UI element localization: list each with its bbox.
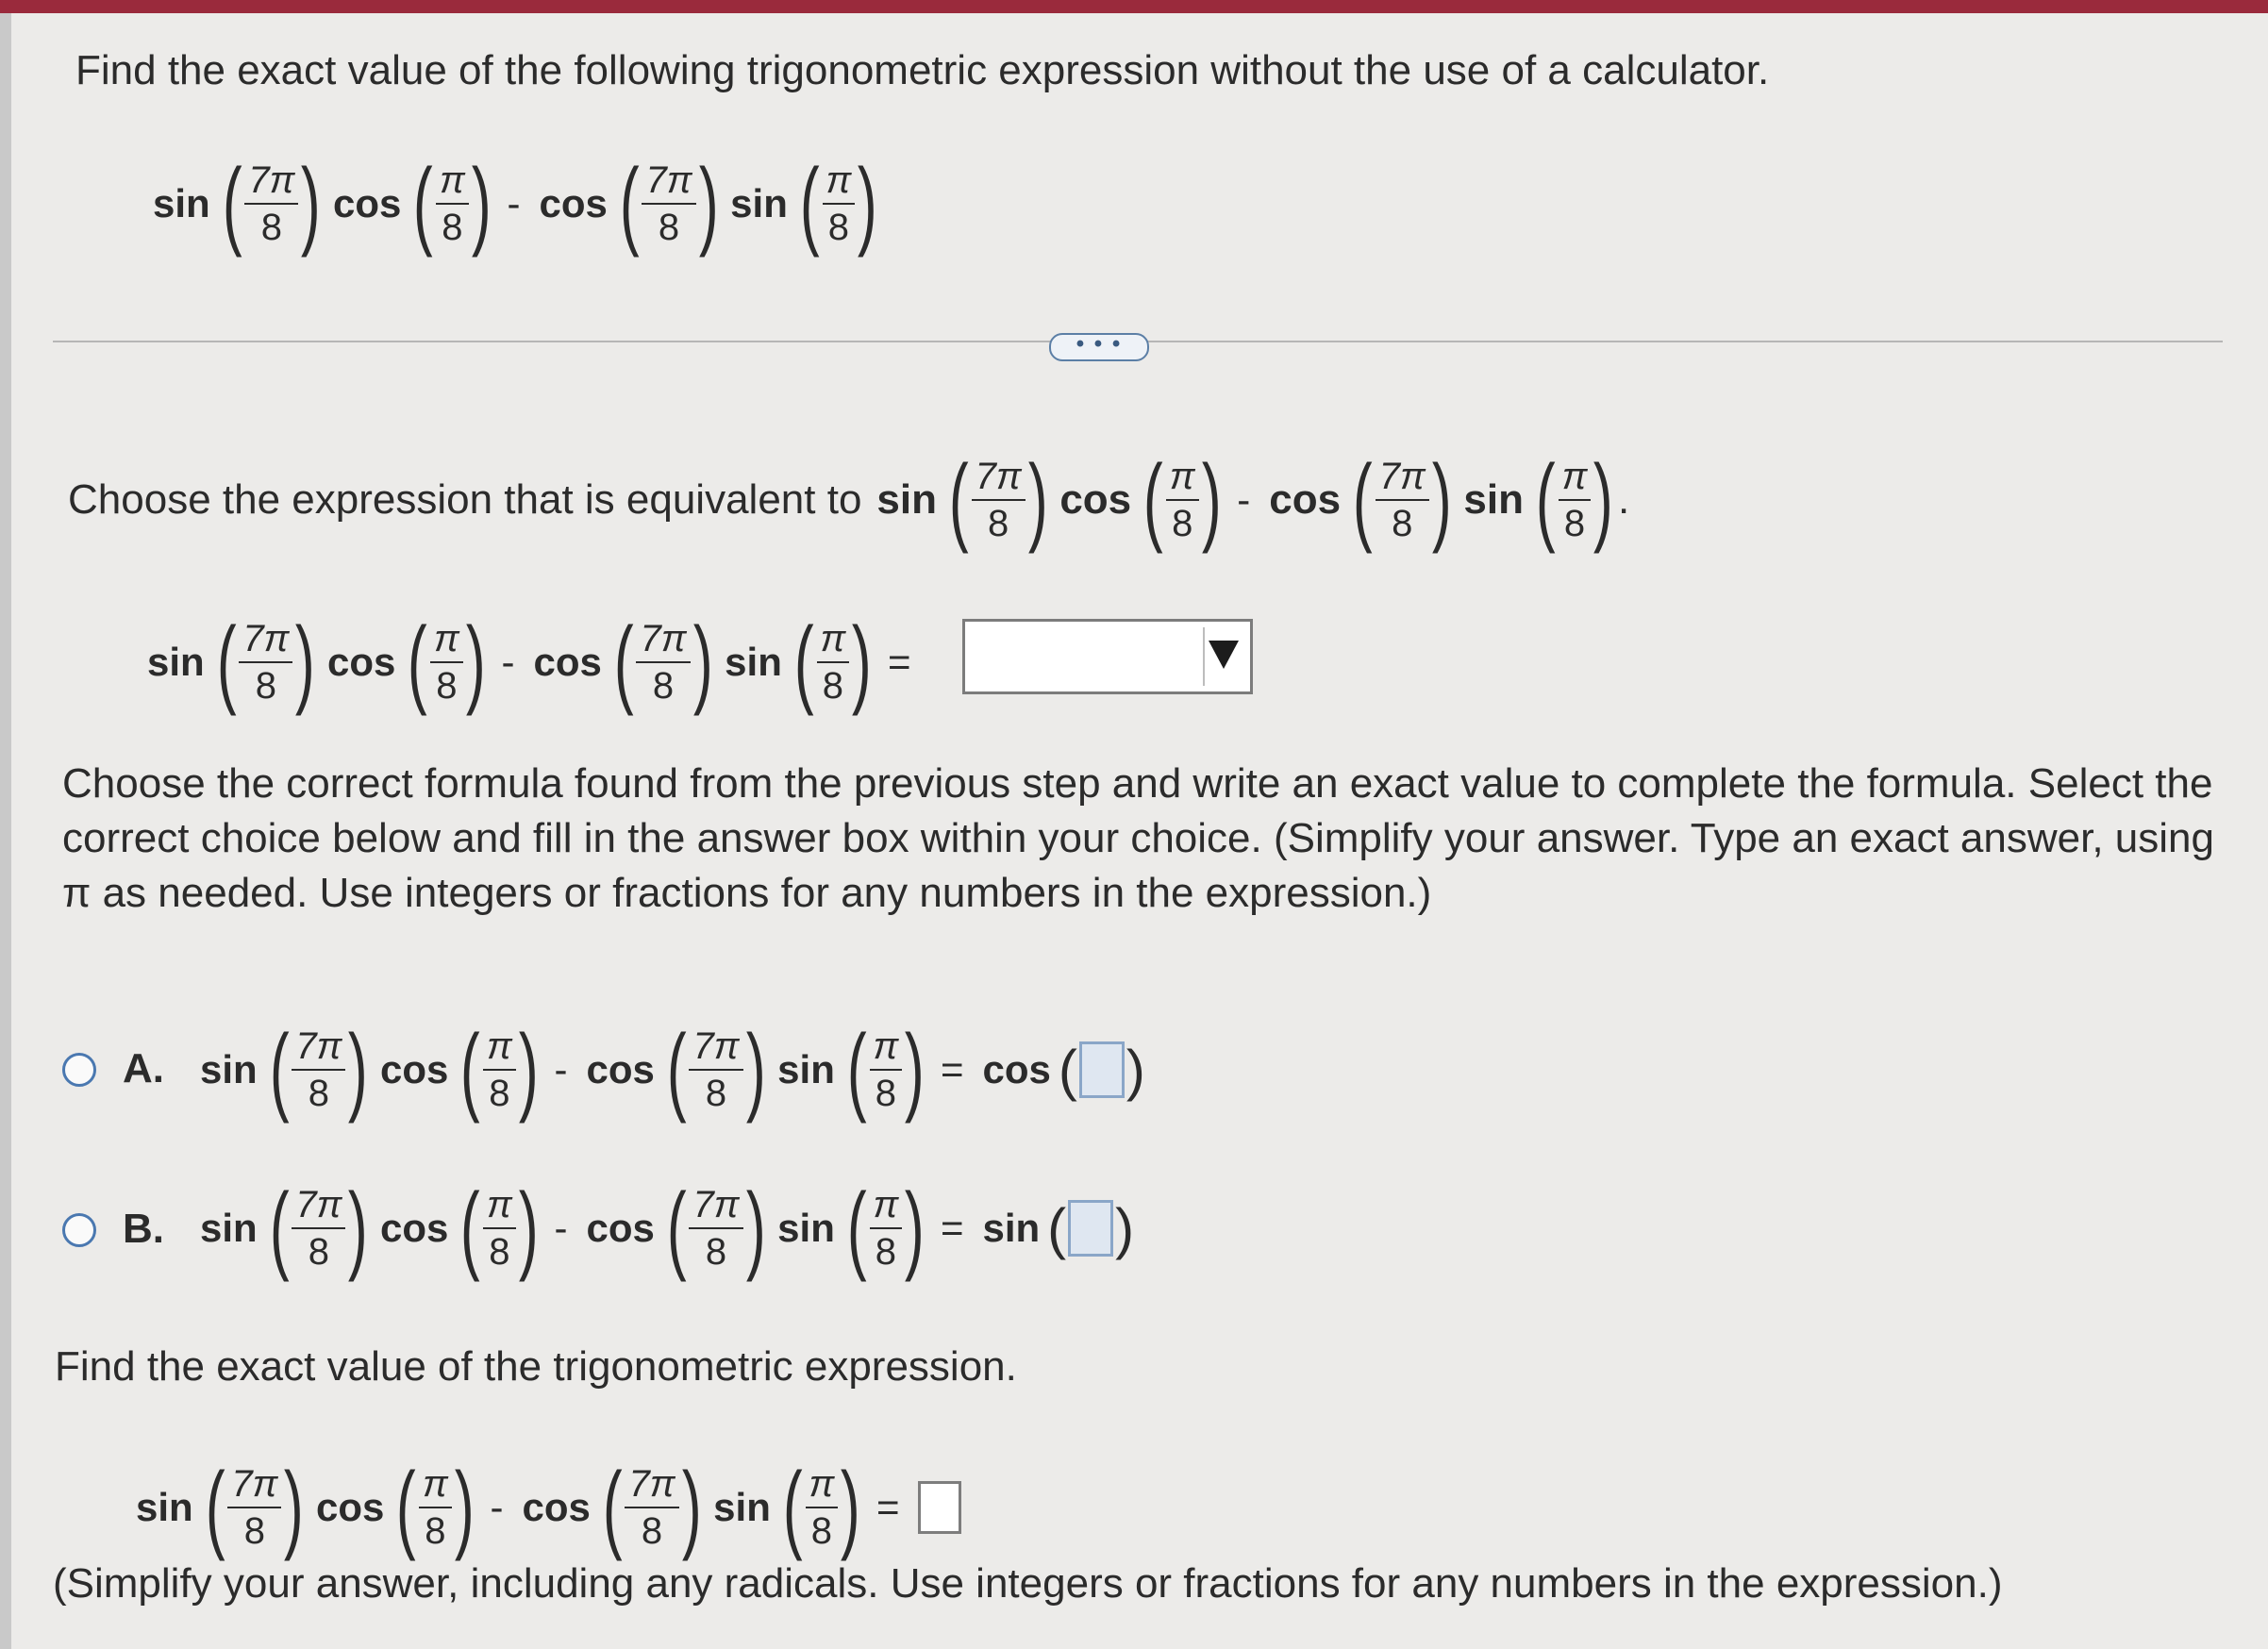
choice-b-answer-box[interactable] [1068, 1200, 1113, 1257]
fn-sin: sin [1463, 476, 1524, 523]
denominator: 8 [827, 207, 850, 248]
fn-sin: sin [777, 1206, 835, 1250]
left-edge [0, 13, 11, 1649]
arg-7pi-8: ( $\frac{7\pi}{8}$ ) [613, 608, 713, 717]
numerator: π [870, 1184, 903, 1229]
choice-a-answer-box[interactable] [1079, 1041, 1125, 1098]
fn-sin: sin [725, 640, 782, 684]
arg-pi-8: ( $\frac{\pi}{8}$ ) [460, 1015, 539, 1124]
fn-sin: sin [713, 1485, 771, 1529]
fn-sin: sin [200, 1047, 258, 1091]
arg-pi-8: ( $\frac{\pi}{8}$ ) [799, 149, 878, 258]
numerator: π [430, 618, 463, 663]
arg-7pi-8: ( $\frac{7\pi}{8}$ ) [269, 1015, 369, 1124]
equals-sign: = [887, 640, 911, 684]
denominator: 8 [255, 665, 276, 707]
arg-7pi-8: ( $\frac{7\pi}{8}$ ) [205, 1453, 305, 1562]
fn-sin: sin [876, 476, 937, 523]
arg-7pi-8: ( $\frac{7\pi}{8}$ ) [269, 1174, 369, 1283]
numerator: 7π [239, 618, 292, 663]
more-options-button[interactable]: • • • [1049, 333, 1149, 361]
fn-sin: sin [153, 181, 210, 225]
denominator: 8 [243, 1510, 265, 1552]
open-paren: ( [1047, 1196, 1067, 1260]
denominator: 8 [875, 1073, 897, 1114]
arg-pi-8: ( $\frac{\pi}{8}$ ) [846, 1174, 926, 1283]
numerator: π [436, 159, 469, 205]
choice-a-letter: A. [123, 1045, 164, 1091]
step3-equation [128, 1453, 961, 1562]
step1-prompt [68, 445, 1630, 555]
arg-7pi-8: ( $\frac{7\pi}{8}$ ) [666, 1174, 766, 1283]
arg-pi-8: ( $\frac{\pi}{8}$ ) [793, 608, 873, 717]
result-fn: sin [982, 1206, 1041, 1250]
choice-a-radio[interactable] [62, 1053, 96, 1087]
arg-7pi-8: ( $\frac{7\pi}{8}$ ) [619, 149, 719, 258]
numerator: 7π [972, 456, 1026, 501]
numerator: 7π [292, 1184, 345, 1229]
fn-cos: cos [539, 181, 608, 225]
minus-sign: - [1237, 477, 1251, 522]
denominator: 8 [1172, 503, 1193, 544]
denominator: 8 [652, 665, 675, 707]
close-paren: ) [1115, 1196, 1135, 1260]
denominator: 8 [489, 1073, 510, 1114]
numerator: 7π [625, 1463, 678, 1508]
denominator: 8 [822, 665, 844, 707]
numerator: 7π [642, 159, 695, 205]
denominator: 8 [1392, 503, 1413, 544]
arg-pi-8: ( $\frac{\pi}{8}$ ) [460, 1174, 539, 1283]
fn-sin: sin [136, 1485, 193, 1529]
denominator: 8 [308, 1231, 329, 1273]
step1-prompt-text: Choose the expression that is equivalent to [68, 476, 862, 523]
denominator: 8 [988, 503, 1009, 544]
equals-sign: = [940, 1047, 964, 1091]
fn-sin: sin [147, 640, 205, 684]
fn-sin: sin [777, 1047, 835, 1091]
arg-7pi-8: ( $\frac{7\pi}{8}$ ) [216, 608, 316, 717]
open-paren: ( [1058, 1038, 1077, 1102]
instruction-text: Find the exact value of the following trigonometric expression without the use of a calculator. [75, 47, 1770, 93]
arg-pi-8: ( $\frac{\pi}{8}$ ) [1535, 445, 1614, 555]
minus-sign: - [507, 181, 521, 225]
minus-sign: - [501, 640, 515, 684]
fn-cos: cos [1269, 476, 1342, 523]
arg-7pi-8: ( $\frac{7\pi}{8}$ ) [1352, 445, 1452, 555]
minus-sign: - [554, 1047, 568, 1091]
denominator: 8 [875, 1231, 897, 1273]
close-paren: ) [1126, 1038, 1145, 1102]
numerator: 7π [244, 159, 298, 205]
arg-pi-8: ( $\frac{\pi}{8}$ ) [846, 1015, 926, 1124]
step2-line3: π as needed. Use integers or fractions for any numbers in the expression.) [62, 870, 1432, 916]
step3-prompt: Find the exact value of the trigonometric expression. [55, 1343, 1017, 1390]
equals-sign: = [876, 1485, 900, 1529]
step2-line2: correct choice below and fill in the answer box within your choice. (Simplify your answer. Type an exact answer, using [62, 815, 2214, 861]
arg-7pi-8: ( $\frac{7\pi}{8}$ ) [222, 149, 322, 258]
choice-a-equation[interactable] [192, 1015, 1145, 1124]
equals-sign: = [940, 1206, 964, 1250]
numerator: π [419, 1463, 452, 1508]
step3-note: (Simplify your answer, including any radicals. Use integers or fractions for any numbers in the expression.) [53, 1560, 2003, 1607]
arg-pi-8: ( $\frac{\pi}{8}$ ) [408, 608, 486, 717]
numerator: 7π [227, 1463, 281, 1508]
arg-pi-8: ( $\frac{\pi}{8}$ ) [413, 149, 492, 258]
fn-cos: cos [586, 1206, 655, 1250]
numerator: π [483, 1184, 516, 1229]
numerator: π [823, 159, 856, 205]
choice-b-radio[interactable] [62, 1213, 96, 1247]
arg-pi-8: ( $\frac{\pi}{8}$ ) [782, 1453, 861, 1562]
top-accent-bar [0, 0, 2268, 13]
numerator: 7π [292, 1025, 345, 1071]
result-fn: cos [982, 1047, 1051, 1091]
numerator: 7π [1376, 456, 1429, 501]
numerator: π [806, 1463, 839, 1508]
denominator: 8 [442, 207, 463, 248]
arg-7pi-8: ( $\frac{7\pi}{8}$ ) [602, 1453, 702, 1562]
final-answer-box[interactable] [918, 1481, 961, 1534]
fn-sin: sin [200, 1206, 258, 1250]
period: . [1618, 476, 1630, 523]
dropdown-arrow-box[interactable] [1203, 627, 1246, 686]
arg-pi-8: ( $\frac{\pi}{8}$ ) [396, 1453, 475, 1562]
fn-cos: cos [380, 1206, 449, 1250]
denominator: 8 [308, 1073, 329, 1114]
expression-main [145, 149, 882, 258]
denominator: 8 [489, 1231, 510, 1273]
fn-cos: cos [586, 1047, 655, 1091]
step1-equation [140, 608, 922, 717]
denominator: 8 [425, 1510, 446, 1552]
step2-line1: Choose the correct formula found from the previous step and write an exact value to complete the formula. Select the [62, 760, 2213, 807]
numerator: 7π [689, 1184, 742, 1229]
denominator: 8 [260, 207, 282, 248]
numerator: π [870, 1025, 903, 1071]
numerator: 7π [689, 1025, 742, 1071]
arg-7pi-8: ( $\frac{7\pi}{8}$ ) [666, 1015, 766, 1124]
fn-cos: cos [327, 640, 396, 684]
denominator: 8 [1563, 503, 1586, 544]
minus-sign: - [490, 1485, 504, 1529]
arg-7pi-8: ( $\frac{7\pi}{8}$ ) [948, 445, 1048, 555]
fn-cos: cos [316, 1485, 385, 1529]
denominator: 8 [658, 207, 680, 248]
fn-cos: cos [533, 640, 602, 684]
minus-sign: - [554, 1206, 568, 1250]
numerator: π [1166, 456, 1199, 501]
choice-b-equation[interactable] [192, 1174, 1135, 1283]
numerator: π [483, 1025, 516, 1071]
denominator: 8 [436, 665, 458, 707]
numerator: π [817, 618, 850, 663]
formula-dropdown[interactable] [962, 619, 1253, 694]
chevron-down-icon [1209, 641, 1239, 669]
arg-pi-8: ( $\frac{\pi}{8}$ ) [1143, 445, 1222, 555]
choice-b-letter: B. [123, 1206, 164, 1252]
fn-cos: cos [380, 1047, 449, 1091]
denominator: 8 [705, 1073, 727, 1114]
denominator: 8 [641, 1510, 663, 1552]
denominator: 8 [810, 1510, 833, 1552]
fn-cos: cos [1059, 476, 1132, 523]
denominator: 8 [705, 1231, 727, 1273]
numerator: π [1559, 456, 1592, 501]
fn-cos: cos [522, 1485, 591, 1529]
fn-sin: sin [730, 181, 788, 225]
numerator: 7π [636, 618, 690, 663]
fn-cos: cos [333, 181, 402, 225]
